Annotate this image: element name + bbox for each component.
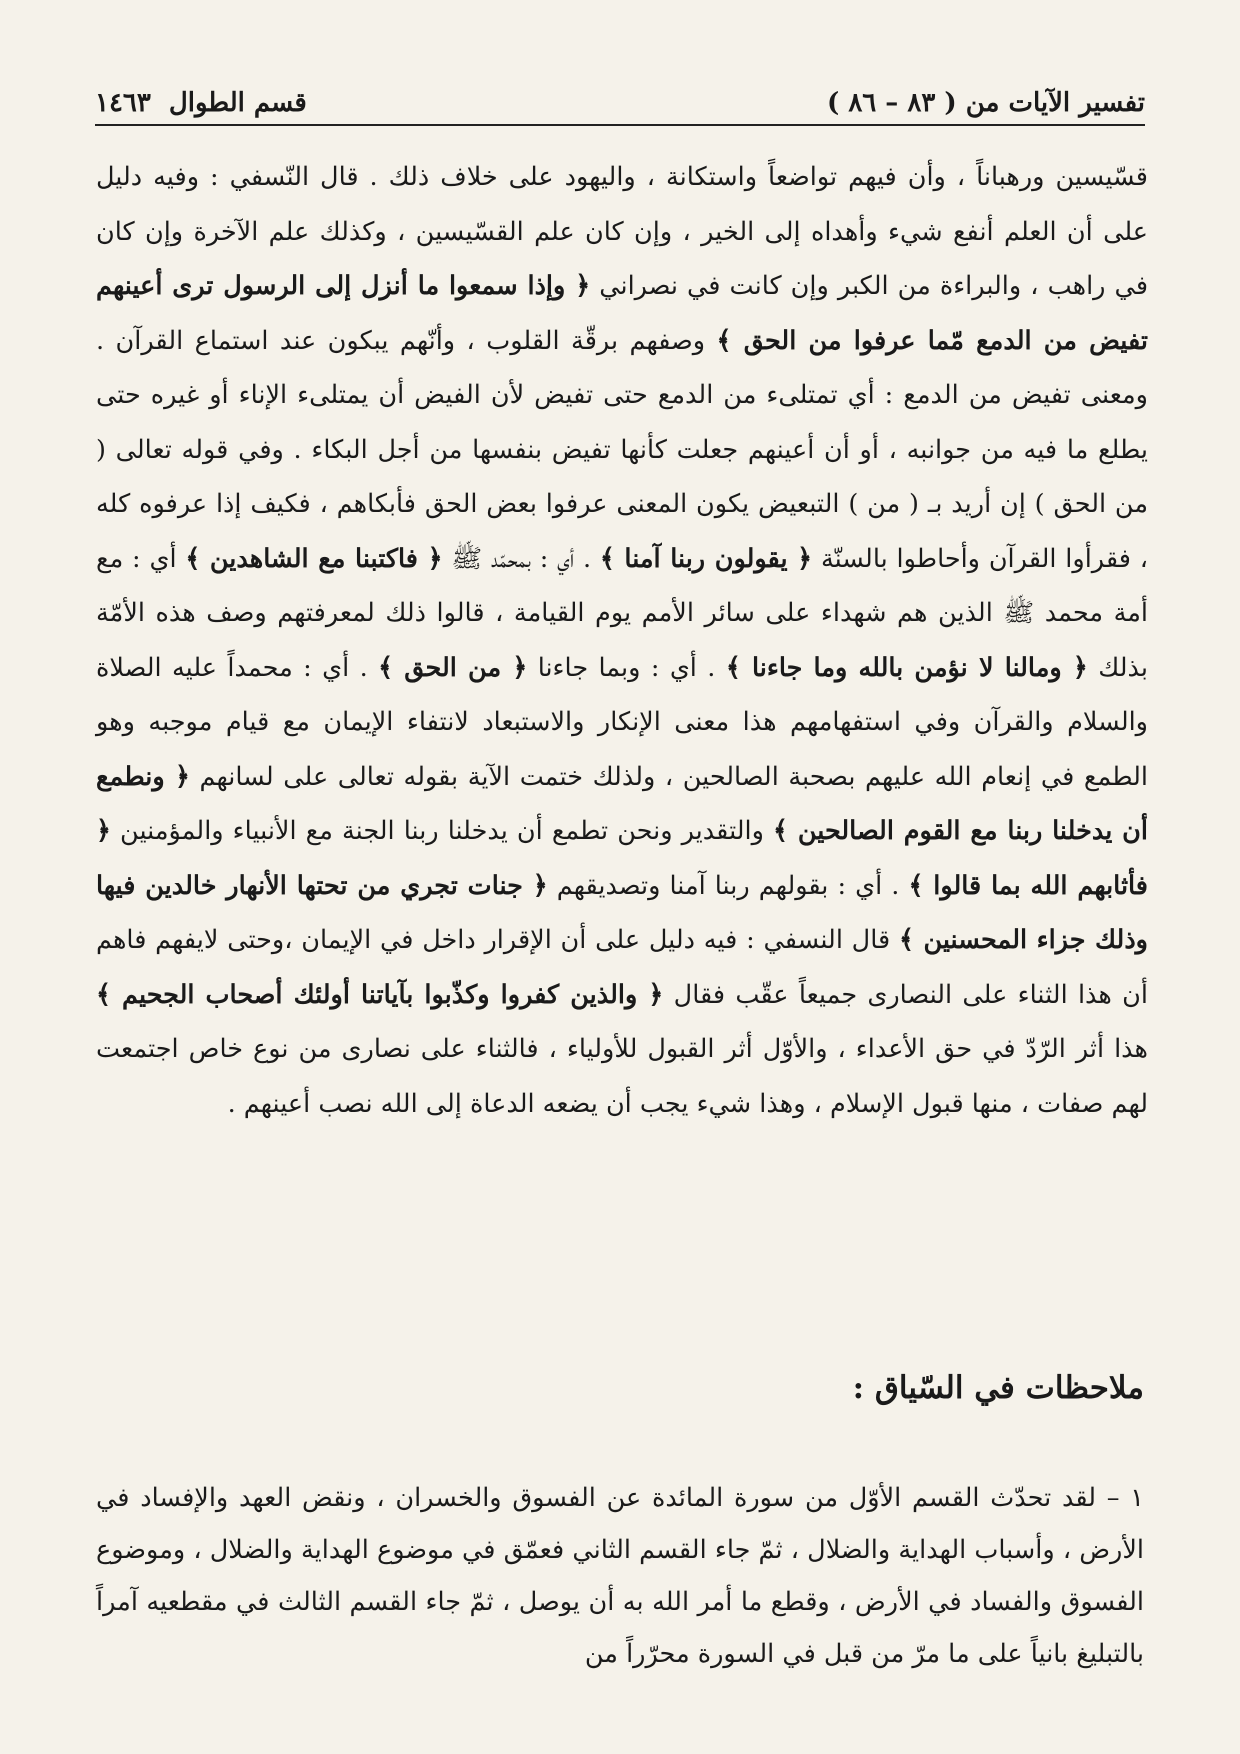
quran-quote: ﴿ جنات تجري من تحتها الأنهار خالدين فيها وذلك جزاء المحسنين ﴾ — [96, 870, 1148, 955]
text-run: . أي : بقولهم ربنا آمنا وتصديقهم — [556, 870, 900, 901]
section-name: قسم الطوال — [168, 88, 307, 118]
text-run: قال النسفي : فيه دليل على أن الإقرار داخل في الإيمان ،وحتى لايفهم فاهم أن هذا الثناء على النصارى جميعاً عقّب فقال — [96, 925, 1148, 1010]
page-number: ١٤٦٣ — [95, 88, 151, 118]
text-run: وصفهم برقّة القلوب ، وأنّهم يبكون عند استماع القرآن . ومعنى تفيض من الدمع : أي تمتلىء من الدمع حتى تفيض لأن الفيض أن يمتلىء الإناء أو غيره حتى يطلع ما فيه من جوانبه ، أو أن أعينهم جعلت كأنها تفيض بنفسها من أجل البكاء . وفي قوله تعالى ( من الحق ) إن أريد بـ ( من ) التبعيض يكون المعنى عرفوا بعض الحق فأبكاهم ، فكيف إذا عرفوه كله ، فقرأوا القرآن وأحاطوا بالسنّة — [96, 325, 1148, 574]
paragraph: ١ – لقد تحدّث القسم الأوّل من سورة المائدة عن الفسوق والخسران ، ونقض العهد والإفساد في الأرض ، وأسباب الهداية والضلال ، ثمّ جاء القسم الثاني فعمّق في موضوع الهداية والضلال ، وموضوع الفسوق والفساد في الأرض ، وقطع ما أمر الله به أن يوصل ، ثمّ جاء القسم الثالث في مقطعيه آمراً بالتبليغ بانياً على ما مرّ من قبل في السورة محرّراً من — [96, 1483, 1144, 1669]
notes-text — [96, 1472, 1144, 1680]
header-rule — [95, 124, 1145, 126]
header-left — [95, 88, 307, 118]
quran-quote: ﴿ يقولون ربنا آمنا ﴾ — [599, 543, 813, 574]
text-run: والتقدير ونحن تطمع أن يدخلنا ربنا الجنة مع الأنبياء والمؤمنين — [120, 816, 764, 846]
text-run: . أي : محمداً عليه الصلاة والسلام والقرآن وفي استفهامهم هذا معنى الإنكار والاستبعاد لانتفاء الإيمان مع قيام موجبه وهو الطمع في إنعام الله عليهم بصحبة الصالحين ، ولذلك ختمت الآية بقوله تعالى على لسانهم — [96, 652, 1148, 792]
text-run: . أي : وبما جاءنا — [537, 652, 716, 683]
text-run: . أي : بمحمّد ﷺ — [451, 543, 592, 574]
paragraph — [96, 150, 1148, 1131]
section-heading: ملاحظات في السّياق : — [852, 1370, 1144, 1406]
header-title: تفسير الآيات من ( ٨٣ – ٨٦ ) — [826, 88, 1145, 118]
quran-quote: ﴿ فاكتبنا مع الشاهدين ﴾ — [185, 543, 443, 574]
text-run: أي : مع أمة محمد ﷺ الذين هم شهداء على سائر الأمم يوم القيامة ، قالوا ذلك لمعرفتهم وصف هذه الأمّة بذلك — [96, 543, 1148, 683]
main-text — [96, 150, 1148, 1131]
quran-quote: ﴿ ونطمع أن يدخلنا ربنا مع القوم الصالحين ﴾ — [96, 761, 1148, 846]
quran-quote: ﴿ ومالنا لا نؤمن بالله وما جاءنا ﴾ — [725, 652, 1088, 683]
text-run: قسّيسين ورهباناً ، وأن فيهم تواضعاً واستكانة ، واليهود على خلاف ذلك . قال النّسفي : وفيه دليل على أن العلم أنفع شيء وأهداه إلى الخير ، وإن كان علم القسّيسين ، وكذلك علم الآخرة وإن كان في راهب ، والبراءة من الكبر وإن كانت في نصراني — [96, 162, 1149, 301]
page-header — [95, 78, 1145, 118]
quran-quote: ﴿ فأثابهم الله بما قالوا ﴾ — [96, 816, 1148, 901]
quran-quote: ﴿ والذين كفروا وكذّبوا بآياتنا أولئك أصحاب الجحيم ﴾ — [96, 979, 664, 1010]
text-run: هذا أثر الرّدّ في حق الأعداء ، والأوّل أثر القبول للأولياء ، فالثناء على نصارى من نوع خاص اجتمعت لهم صفات ، منها قبول الإسلام ، وهذا شيء يجب أن يضعه الدعاة إلى الله نصب أعينهم . — [96, 1034, 1148, 1119]
quran-quote: ﴿ من الحق ﴾ — [378, 652, 528, 683]
quran-quote: ﴿ وإذا سمعوا ما أنزل إلى الرسول ترى أعينهم تفيض من الدمع مّما عرفوا من الحق ﴾ — [96, 271, 1148, 356]
